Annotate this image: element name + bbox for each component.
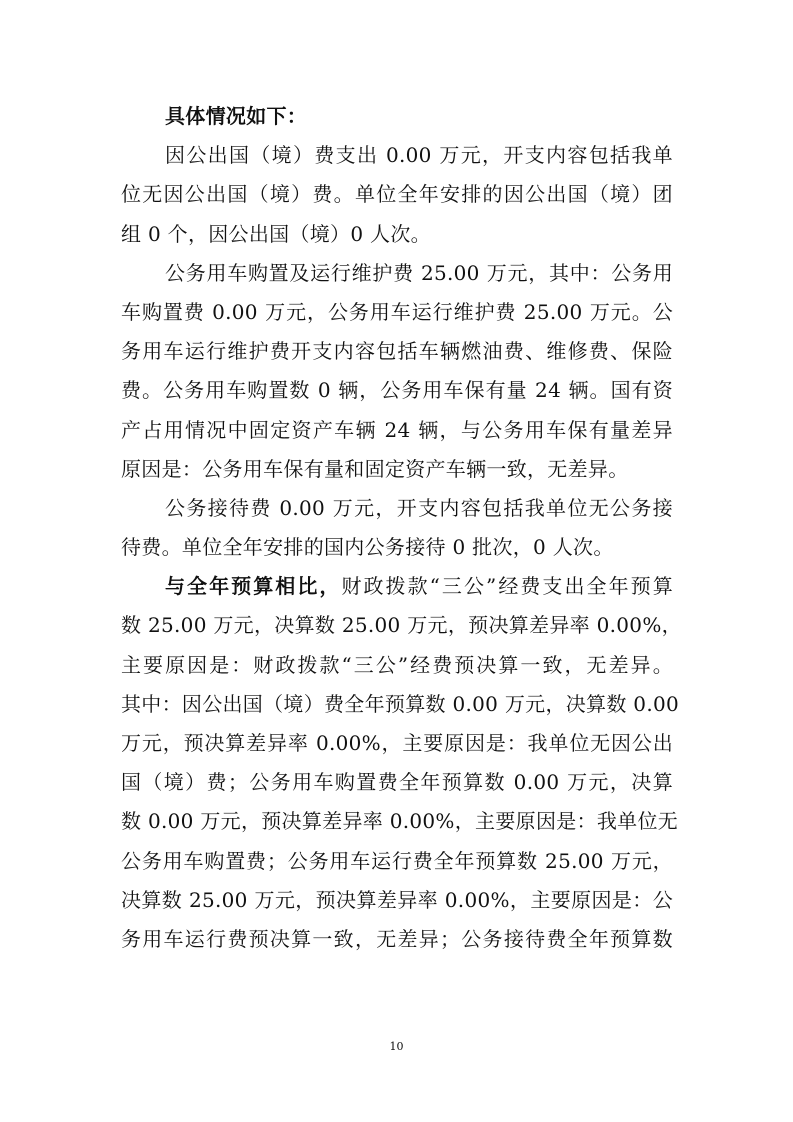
lead-rest: 财政拨款“三公”经费支出全年预算 — [341, 574, 673, 599]
text-line: 因公出国（境）费支出 0.00 万元，开支内容包括我单 — [165, 143, 673, 168]
text-line: 组 0 个，因公出国（境）0 人次。 — [121, 221, 431, 246]
text-line: 待费。单位全年安排的国内公务接待 0 批次，0 人次。 — [121, 535, 614, 560]
text-line: 原因是：公务用车保有量和固定资产车辆一致，无差异。 — [121, 456, 629, 481]
section-heading: 具体情况如下： — [165, 104, 308, 128]
bold-lead: 与全年预算相比， — [165, 574, 342, 599]
text-line: 国（境）费；公务用车购置费全年预算数 0.00 万元，决算 — [121, 770, 673, 795]
text-line: 其中：因公出国（境）费全年预算数 0.00 万元，决算数 0.00 — [121, 691, 680, 716]
text-line: 公务用车购置费；公务用车运行费全年预算数 25.00 万元， — [121, 848, 673, 873]
text-line: 务用车运行维护费开支内容包括车辆燃油费、维修费、保险 — [121, 339, 673, 364]
text-line: 数 0.00 万元，预决算差异率 0.00%，主要原因是：我单位无 — [121, 809, 679, 834]
text-line: 决算数 25.00 万元，预决算差异率 0.00%，主要原因是：公 — [121, 887, 673, 912]
paragraph-official-reception — [121, 489, 673, 567]
paragraph-official-vehicles — [121, 254, 673, 489]
text-line: 位无因公出国（境）费。单位全年安排的因公出国（境）团 — [121, 182, 673, 207]
paragraph-budget-comparison — [121, 567, 682, 959]
text-line: 万元，预决算差异率 0.00%，主要原因是：我单位无因公出 — [121, 731, 673, 755]
paragraph-overseas-travel — [121, 136, 673, 254]
text-line: 车购置费 0.00 万元，公务用车运行维护费 25.00 万元。公 — [121, 299, 673, 324]
page-content — [121, 97, 682, 959]
text-line: 公务用车购置及运行维护费 25.00 万元，其中：公务用 — [165, 260, 673, 285]
text-line: 务用车运行费预决算一致，无差异；公务接待费全年预算数 — [121, 926, 673, 951]
text-line: 产占用情况中固定资产车辆 24 辆，与公务用车保有量差异 — [121, 417, 673, 442]
text-line: 数 25.00 万元，决算数 25.00 万元，预决算差异率 0.00%， — [121, 613, 682, 638]
text-line — [121, 567, 673, 606]
text-line: 公务接待费 0.00 万元，开支内容包括我单位无公务接 — [165, 495, 673, 520]
page-number: 10 — [389, 1040, 404, 1053]
text-line: 费。公务用车购置数 0 辆，公务用车保有量 24 辆。国有资 — [121, 378, 673, 403]
text-line: 主要原因是：财政拨款“三公”经费预决算一致，无差异。 — [121, 652, 673, 677]
